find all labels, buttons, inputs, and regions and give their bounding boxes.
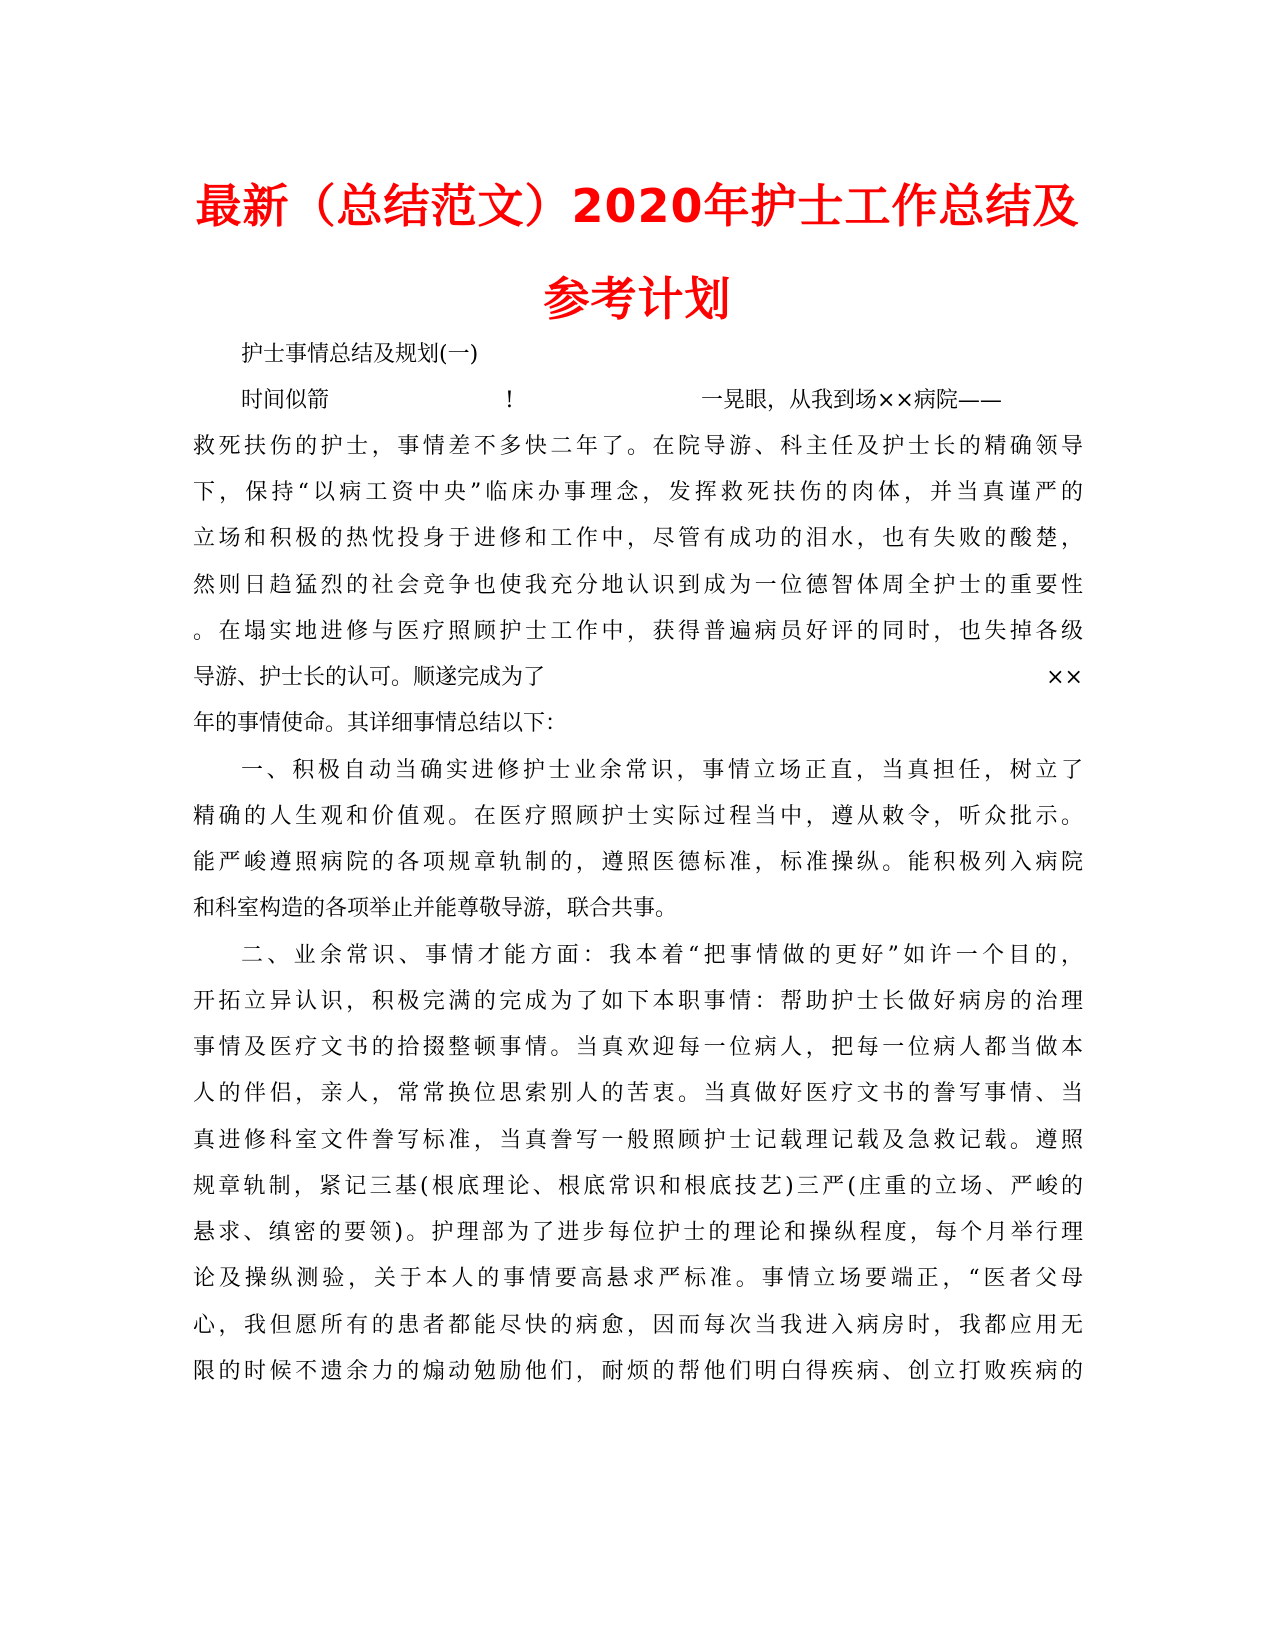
intro-line-7-text: 导游、护士长的认可。顺遂完成为了 [193, 665, 546, 690]
paragraph-line: 论及操纵测验，关于本人的事情要高悬求严标准。事情立场要端正，“医者父母 [193, 1266, 1083, 1291]
paragraph-line: 开拓立异认识，积极完满的完成为了如下本职事情：帮助护士长做好病房的治理 [193, 989, 1083, 1014]
section-heading: 护士事情总结及规划(一) [241, 342, 479, 367]
paragraph-line: 一、积极自动当确实进修护士业余常识，事情立场正直，当真担任，树立了 [241, 758, 1083, 783]
paragraph-line: 能严峻遵照病院的各项规章轨制的，遵照医德标准，标准操纵。能积极列入病院 [193, 850, 1083, 875]
paragraph-line: 规章轨制，紧记三基(根底理论、根底常识和根底技艺)三严(庄重的立场、严峻的 [193, 1174, 1083, 1199]
paragraph-line: 和科室构造的各项举止并能尊敬导游，联合共事。 [193, 896, 678, 921]
paragraph-line: 下，保持“以病工资中央”临床办事理念，发挥救死扶伤的肉体，并当真谨严的 [193, 480, 1083, 505]
intro-segment-c: 一晃眼，从我到场××病院—— [701, 388, 1002, 413]
intro-segment-b: ! [505, 388, 514, 413]
paragraph-line: 立场和积极的热忱投身于进修和工作中，尽管有成功的泪水，也有失败的酸楚， [193, 526, 1083, 551]
paragraph-line: 精确的人生观和价值观。在医疗照顾护士实际过程当中，遵从敕令，听众批示。 [193, 804, 1083, 829]
paragraph-line: 年的事情使命。其详细事情总结以下： [193, 711, 568, 736]
intro-line-7 [193, 663, 1083, 693]
paragraph-line: 二、业余常识、事情才能方面：我本着“把事情做的更好”如许一个目的， [241, 943, 1083, 968]
paragraph-line: 悬求、缜密的要领)。护理部为了进步每位护士的理论和操纵程度，每个月举行理 [193, 1220, 1083, 1245]
document-title-line-2: 参考计划 [543, 272, 732, 326]
document-title-line-1: 最新（总结范文）2020年护士工作总结及 [195, 179, 1080, 233]
intro-line-1 [193, 386, 1083, 416]
intro-segment-a: 时间似箭 [241, 388, 330, 413]
paragraph-line: 人的伴侣，亲人，常常换位思索别人的苦衷。当真做好医疗文书的誊写事情、当 [193, 1081, 1083, 1106]
paragraph-line: 然则日趋猛烈的社会竞争也使我充分地认识到成为一位德智体周全护士的重要性 [193, 573, 1083, 598]
paragraph-line: 。在塌实地进修与医疗照顾护士工作中，获得普遍病员好评的同时，也失掉各级 [193, 619, 1083, 644]
paragraph-line: 救死扶伤的护士，事情差不多快二年了。在院导游、科主任及护士长的精确领导 [193, 434, 1083, 459]
intro-line-7-mark: ×× [1046, 665, 1083, 690]
paragraph-line: 真进修科室文件誊写标准，当真誊写一般照顾护士记载理记载及急救记载。遵照 [193, 1128, 1083, 1153]
paragraph-line: 心，我但愿所有的患者都能尽快的病愈，因而每次当我进入病房时，我都应用无 [193, 1313, 1083, 1338]
paragraph-line: 事情及医疗文书的拾掇整顿事情。当真欢迎每一位病人，把每一位病人都当做本 [193, 1035, 1083, 1060]
paragraph-line: 限的时候不遗余力的煽动勉励他们，耐烦的帮他们明白得疾病、创立打败疾病的 [193, 1359, 1083, 1384]
